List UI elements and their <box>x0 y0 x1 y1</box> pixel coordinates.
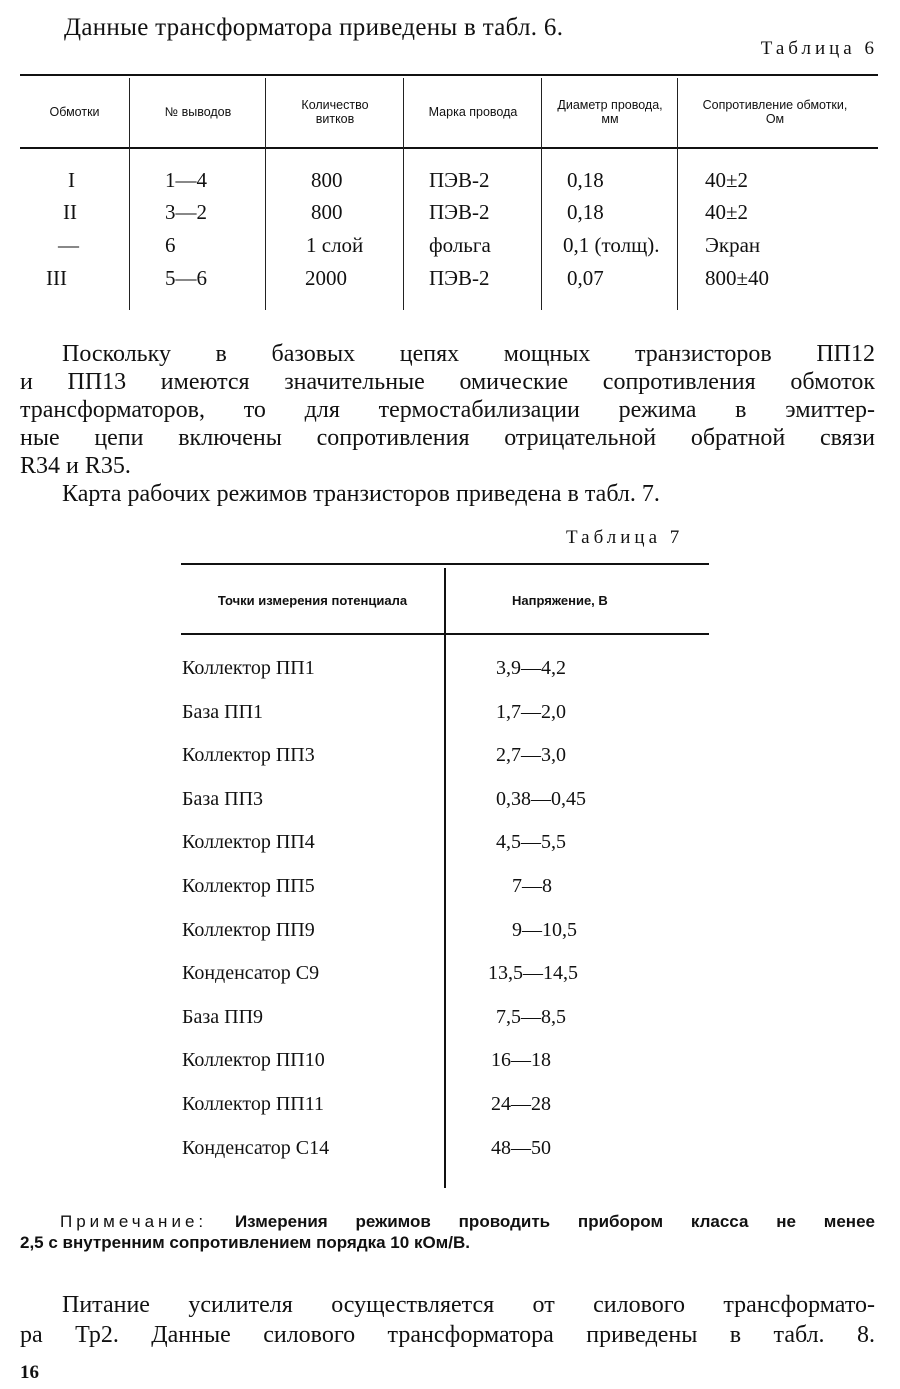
voltage-range: 16—18 <box>491 1049 551 1072</box>
note-text: Измерения режимов проводить прибором класса не менее <box>234 1212 875 1231</box>
page-number: 16 <box>20 1362 39 1383</box>
table6-cell: — <box>58 233 79 257</box>
table6-header-rule <box>20 147 878 149</box>
measurement-point: Коллектор ПП10 <box>182 1049 325 1072</box>
measurement-point: База ПП3 <box>182 787 264 810</box>
voltage-range: 7—8 <box>512 875 552 897</box>
table6-cell: 40±2 <box>705 168 749 192</box>
table7-top-rule <box>181 563 709 565</box>
paragraph-line: ра Тр2. Данные силового трансформатора приведены в табл. 8. <box>20 1322 875 1348</box>
table6-cell: Экран <box>705 233 761 257</box>
voltage-range: 3,9—4,2 <box>496 657 566 679</box>
table6-cell: 40±2 <box>705 200 749 224</box>
voltage-range: 48—50 <box>491 1136 551 1159</box>
voltage-range: 2,7—3,0 <box>496 744 566 767</box>
table6-cell: 0,18 <box>567 168 604 192</box>
table-note <box>20 1211 875 1253</box>
table6-cell: ПЭВ-2 <box>429 200 490 224</box>
measurement-point: Коллектор ПП1 <box>182 657 315 679</box>
table6-cell: 6 <box>165 233 176 257</box>
table6-column-divider <box>541 78 542 310</box>
measurement-point: База ПП1 <box>182 700 264 723</box>
voltage-range: 24—28 <box>491 1093 551 1115</box>
table6-cell: I <box>68 168 75 192</box>
paragraph-line: Поскольку в базовых цепях мощных транзисторов ПП12 <box>62 341 875 367</box>
voltage-range: 13,5—14,5 <box>488 962 578 985</box>
body-paragraph: Карта рабочих режимов транзисторов приведена в табл. 7. <box>62 481 660 507</box>
measurement-point: Коллектор ПП11 <box>182 1093 324 1115</box>
voltage-range: 0,38—0,45 <box>496 787 586 810</box>
voltage-range: 9—10,5 <box>512 918 577 941</box>
table6-header-windings: Обмотки <box>49 105 100 119</box>
table6-cell: фольга <box>429 233 491 257</box>
paragraph-line: Питание усилителя осуществляется от силового трансформато- <box>62 1292 875 1318</box>
table6-column-divider <box>403 78 404 310</box>
note-line <box>20 1211 875 1232</box>
measurement-point: Коллектор ПП9 <box>182 918 315 941</box>
measurement-point: Коллектор ПП4 <box>182 831 315 854</box>
table7-header-voltage: Напряжение, В <box>512 592 608 608</box>
paragraph-line: трансформаторов, то для термостабилизации режима в эмиттер- <box>20 397 875 423</box>
intro-text: Данные трансформатора приведены в табл. 6. <box>64 14 564 41</box>
table6-cell: 1—4 <box>165 168 207 192</box>
table7-column-divider <box>444 568 446 1188</box>
table6-cell: 5—6 <box>165 266 207 290</box>
measurement-point: База ПП9 <box>182 1005 264 1028</box>
table6-cell: ПЭВ-2 <box>429 266 490 290</box>
table6-cell: ПЭВ-2 <box>429 168 490 192</box>
paragraph-line: R34 и R35. <box>20 453 131 479</box>
table7-header-point: Точки измерения потенциала <box>217 592 408 608</box>
measurement-point: Коллектор ПП5 <box>182 875 315 897</box>
table6-header-wire-diameter: Диаметр провода, мм <box>557 98 663 126</box>
measurement-point: Коллектор ПП3 <box>182 744 315 767</box>
voltage-range: 7,5—8,5 <box>496 1005 566 1028</box>
measurement-point: Конденсатор С9 <box>182 962 320 985</box>
table6-cell: II <box>63 200 77 224</box>
table6-caption: Таблица 6 <box>760 38 878 59</box>
table6-header-resistance: Сопротивление обмотки, Ом <box>702 98 848 126</box>
table6-cell: 0,07 <box>567 266 604 290</box>
table6-header-terminals: № выводов <box>164 105 232 119</box>
table6-cell: 0,1 (толщ). <box>563 233 660 257</box>
table6-column-divider <box>677 78 678 310</box>
table6-header-wire-grade: Марка провода <box>428 105 518 119</box>
paragraph-line: и ПП13 имеются значительные омические сопротивления обмоток <box>20 369 875 395</box>
note-label: Примечание: <box>60 1212 208 1231</box>
table6-cell: III <box>46 266 67 290</box>
table6-cell: 800 <box>311 168 343 192</box>
body-paragraph <box>20 340 875 480</box>
table6-header-turns: Количество витков <box>301 98 369 126</box>
table6-top-rule <box>20 74 878 76</box>
table6-cell: 800 <box>311 200 343 224</box>
table7-caption: Таблица 7 <box>566 527 684 548</box>
note-line: 2,5 с внутренним сопротивлением порядка 10 кОм/В. <box>20 1233 470 1252</box>
paragraph-line: ные цепи включены сопротивления отрицательной обратной связи <box>20 425 875 451</box>
table6-column-divider <box>265 78 266 310</box>
table6-cell: 800±40 <box>705 266 770 290</box>
table6-cell: 0,18 <box>567 200 604 224</box>
table6-cell: 2000 <box>305 266 347 290</box>
table6-cell: 3—2 <box>165 200 207 224</box>
measurement-point: Конденсатор С14 <box>182 1136 330 1159</box>
body-paragraph <box>20 1290 875 1350</box>
voltage-range: 4,5—5,5 <box>496 831 566 854</box>
table6-column-divider <box>129 78 130 310</box>
table6-cell: 1 слой <box>306 233 364 257</box>
voltage-range: 1,7—2,0 <box>496 700 566 723</box>
